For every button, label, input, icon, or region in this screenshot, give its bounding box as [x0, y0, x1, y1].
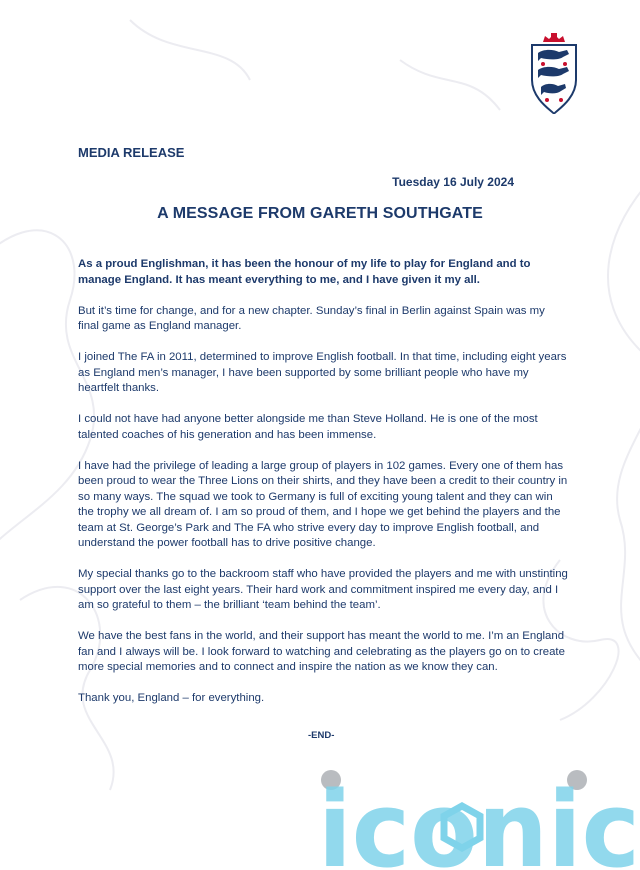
body-paragraph: Thank you, England – for everything. — [78, 692, 265, 704]
end-mark: -END- — [308, 730, 335, 741]
three-lions-crest-icon — [529, 32, 579, 116]
watermark-text: iconic — [318, 769, 640, 870]
body-paragraph: We have the best fans in the world, and their support has meant the world to me. I’m an England fan and I always will be. I look forward to watching and celebrating as the players go on to create more special memories and to connect and inspire the nation as we know they can. — [78, 630, 565, 673]
iconic-watermark-logo — [0, 760, 640, 870]
page-title: A MESSAGE FROM GARETH SOUTHGATE — [157, 205, 483, 222]
body-paragraph: I could not have had anyone better alongside me than Steve Holland. He is one of the most talented coaches of his generation and has been immense. — [78, 413, 538, 441]
body-paragraph: I have had the privilege of leading a large group of players in 102 games. Every one of them has been proud to wear the Three Lions on their shirts, and they have been a credit to their country in so many ways. The squad we took to Germany is full of exciting young talent and they can win the trophy we all dream of. I am so proud of them, and I hope we get behind the players and the team at St. George’s Park and The FA who strive every day to improve English football, and understand the power football has to drive positive change. — [78, 459, 568, 549]
media-release-label: MEDIA RELEASE — [78, 145, 185, 160]
body-paragraph: But it’s time for change, and for a new chapter. Sunday’s final in Berlin against Spain was my final game as England manager. — [78, 304, 545, 332]
body-paragraph: As a proud Englishman, it has been the honour of my life to play for England and to manage England. It has meant everything to me, and I have given it my all. — [78, 258, 531, 286]
body-paragraph: My special thanks go to the backroom staff who have provided the players and me with unstinting support over the last eight years. Their hard work and commitment inspired me every day, and I am so grateful to them – the brilliant ‘team behind the team’. — [78, 568, 568, 611]
release-date: Tuesday 16 July 2024 — [392, 175, 514, 189]
message-body — [78, 257, 568, 722]
body-paragraph: I joined The FA in 2011, determined to improve English football. In that time, including eight years as England men’s manager, I have been supported by some brilliant people who have my heartfelt thanks. — [78, 351, 567, 394]
